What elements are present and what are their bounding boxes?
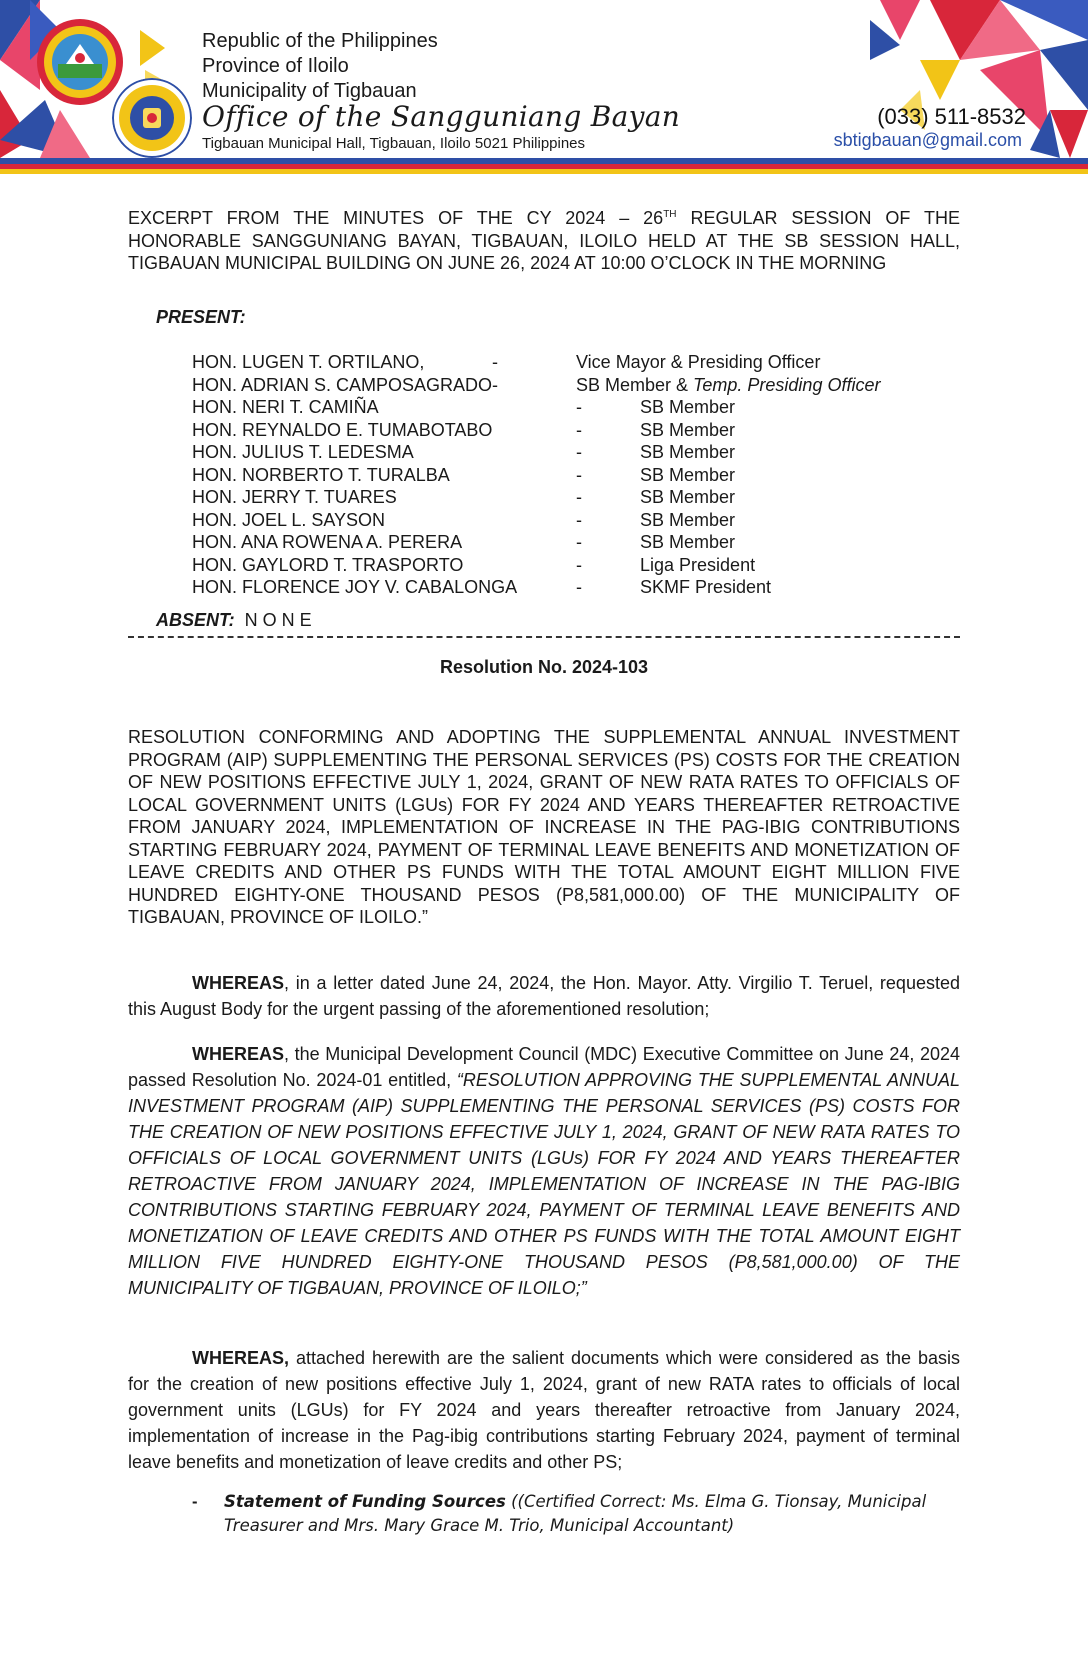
member-name: HON. JULIUS T. LEDESMA [192, 442, 414, 462]
member-row [192, 465, 952, 488]
member-name: HON. NORBERTO T. TURALBA [192, 464, 450, 485]
member-name: HON. LUGEN T. ORTILANO, [192, 352, 425, 372]
member-position: SKMF President [640, 577, 772, 597]
member-name: HON. NERI T. CAMIÑA [192, 397, 379, 417]
letterhead-municipality: Municipality of Tigbauan [202, 80, 417, 102]
member-name: HON. REYNALDO E. TUMABOTABO [192, 419, 493, 440]
member-position: SB Member & Temp. Presiding Officer [576, 374, 881, 395]
member-row [192, 555, 952, 578]
member-name: HON. JOEL L. SAYSON [192, 509, 386, 530]
attachment-bullet-item [192, 1490, 962, 1538]
letterhead [0, 0, 1088, 178]
whereas-paragraph-2: WHEREAS, the Municipal Development Council (MDC) Executive Committee on June 24, 2024 passed Resolution No. 2024-01 entitled, “RESOLUTION APPROVING THE SUPPLEMENTAL ANNUAL INVESTMENT PROGRAM (AIP) SUPPLEMENTING THE PERSONAL SERVICES (PS) COSTS FOR THE CREATION OF NEW POSITIONS EFFECTIVE JULY 1, 2024, GRANT OF NEW RATA RATES TO OFFICIALS OF LOCAL GOVERNMENT UNITS (LGUs) FOR FY 2024 AND YEARS THEREAFTER RETROACTIVE FROM JANUARY 2024, IMPLEMENTATION OF INCREASE IN THE PAG-IBIG CONTRIBUTIONS STARTING FEBRUARY 2024, PAYMENT OF TERMINAL LEAVE BENEFITS AND MONETIZATION OF LEAVE CREDITS AND OTHER PS FUNDS WITH THE TOTAL AMOUNT EIGHT MILLION FIVE HUNDRED EIGHTY-ONE THOUSAND PESOS (P8,581,000.00) OF THE MUNICIPALITY OF TIGBAUAN, PROVINCE OF ILOILO;” [128, 1044, 960, 1298]
member-dash: - [492, 352, 498, 372]
member-dash: - [576, 577, 582, 597]
letterhead-email[interactable]: sbtigbauan@gmail.com [833, 130, 1022, 150]
member-row [192, 375, 952, 398]
member-dash: - [576, 509, 582, 530]
member-position: SB Member [640, 509, 736, 530]
absent-line [156, 610, 317, 631]
member-row [192, 510, 952, 533]
member-name: HON. ADRIAN S. CAMPOSAGRADO- [192, 374, 499, 395]
letterhead-address: Tigbauan Municipal Hall, Tigbauan, Iloilo 5021 Philippines [202, 135, 586, 152]
letterhead-province: Province of Iloilo [202, 55, 349, 77]
member-position: SB Member [640, 464, 736, 485]
member-dash: - [576, 464, 582, 485]
letterhead-office-title: Office of the Sangguniang Bayan [202, 100, 681, 133]
resolution-title: RESOLUTION CONFORMING AND ADOPTING THE SUPPLEMENTAL ANNUAL INVESTMENT PROGRAM (AIP) SUPPLEMENTING THE PERSONAL SERVICES (PS) COSTS FOR THE CREATION OF NEW POSITIONS EFFECTIVE JULY 1, 2024, GRANT OF NEW RATA RATES TO OFFICIALS OF LOCAL GOVERNMENT UNITS (LGUs) FOR FY 2024 AND YEARS THEREAFTER RETROACTIVE FROM JANUARY 2024, IMPLEMENTATION OF INCREASE IN THE PAG-IBIG CONTRIBUTIONS STARTING FEBRUARY 2024, PAYMENT OF TERMINAL LEAVE BENEFITS AND MONETIZATION OF LEAVE CREDITS AND OTHER PS FUNDS WITH THE TOTAL AMOUNT EIGHT MILLION FIVE HUNDRED EIGHTY-ONE THOUSAND PESOS (P8,581,000.00) OF THE MUNICIPALITY OF TIGBAUAN, PROVINCE OF ILOILO.” [128, 727, 960, 927]
member-row [192, 442, 952, 465]
member-position: SB Member [640, 442, 736, 462]
member-dash: - [576, 442, 582, 462]
member-row [192, 487, 952, 510]
member-row [192, 577, 952, 600]
absent-value: NONE [244, 610, 317, 630]
present-label: PRESENT: [156, 307, 246, 327]
member-position: SB Member [640, 419, 736, 440]
letterhead-phone: (033) 511-8532 [877, 104, 1026, 129]
member-position: SB Member [640, 487, 736, 507]
resolution-number: Resolution No. 2024-103 [439, 657, 649, 677]
bullet-dash: - [192, 1493, 198, 1511]
member-name: HON. JERRY T. TUARES [192, 487, 397, 507]
member-dash: - [576, 532, 582, 552]
member-position: Vice Mayor & Presiding Officer [576, 352, 821, 372]
bullet-text: Statement of Funding Sources ((Certified Correct: Ms. Elma G. Tionsay, Municipal Treasurer and Mrs. Mary Grace M. Trio, Municipal Accountant) [224, 1492, 927, 1535]
member-position: SB Member [640, 532, 736, 552]
whereas-paragraph-1: WHEREAS, in a letter dated June 24, 2024, the Hon. Mayor. Atty. Virgilio T. Teruel, requested this August Body for the urgent passing of the aforementioned resolution; [128, 973, 960, 1019]
member-name: HON. GAYLORD T. TRASPORTO [192, 554, 464, 575]
minutes-excerpt-heading: EXCERPT FROM THE MINUTES OF THE CY 2024 – 26TH REGULAR SESSION OF THE HONORABLE SANGGUNIANG BAYAN, TIGBAUAN, ILOILO HELD AT THE SB SESSION HALL, TIGBAUAN MUNICIPAL BUILDING ON JUNE 26, 2024 AT 10:00 O’CLOCK IN THE MORNING [128, 208, 960, 273]
member-row [192, 397, 952, 420]
letterhead-republic: Republic of the Philippines [202, 30, 438, 52]
member-position: SB Member [640, 397, 736, 417]
member-dash: - [576, 487, 582, 507]
municipal-seal-logo [36, 18, 124, 106]
member-dash: - [576, 554, 582, 575]
member-row [192, 532, 952, 555]
stripe-yellow [0, 169, 1088, 174]
member-dash: - [576, 397, 582, 417]
sangguniang-bayan-seal-logo [112, 78, 192, 158]
members-present-list [192, 352, 952, 600]
member-name: HON. FLORENCE JOY V. CABALONGA [192, 577, 518, 597]
whereas-paragraph-3: WHEREAS, attached herewith are the salient documents which were considered as the basis for the creation of new positions effective July 1, 2024, grant of new RATA rates to officials of local government units (LGUs) for FY 2024 and years thereafter retroactive from January 2024, implementation of increase in the Pag-ibig contributions starting February 2024, payment of terminal leave benefits and monetization of leave credits and other PS; [128, 1348, 960, 1472]
member-row [192, 420, 952, 443]
member-row [192, 352, 952, 375]
dashed-divider [128, 636, 960, 638]
absent-label: ABSENT: [156, 610, 235, 630]
member-position: Liga President [640, 554, 756, 575]
member-dash: - [576, 419, 582, 440]
member-name: HON. ANA ROWENA A. PERERA [192, 532, 463, 552]
